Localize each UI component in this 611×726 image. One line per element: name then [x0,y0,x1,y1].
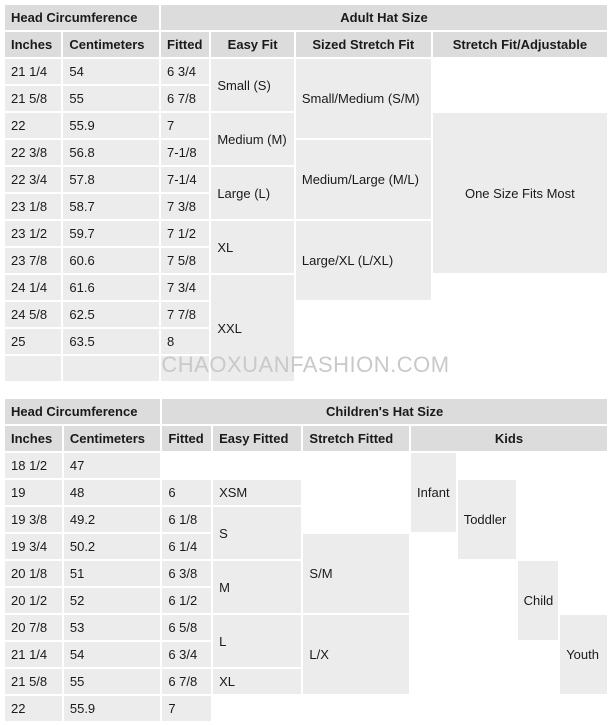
blank-cell [63,356,159,381]
fitted-cell: 6 3/4 [162,642,211,667]
easy-fit-cell: Medium (M) [211,113,294,165]
inches-cell: 23 7/8 [5,248,61,273]
empty-cell [213,696,516,721]
centimeters-cell: 54 [64,642,160,667]
centimeters-cell: 53 [64,615,160,640]
centimeters-cell: 57.8 [63,167,159,192]
sized-stretch-cell: Large/XL (L/XL) [296,221,431,300]
adult-col-stretch-fit-adjustable: Stretch Fit/Adjustable [433,32,607,57]
children-col-stretch-fitted: Stretch Fitted [303,426,409,451]
inches-cell: 22 [5,113,61,138]
childrens-hat-size-title: Children's Hat Size [162,399,607,424]
stretch-fitted-cell: L/X [303,615,409,694]
centimeters-cell: 50.2 [64,534,160,559]
inches-cell: 22 [5,696,62,721]
easy-fitted-cell: S [213,507,301,559]
children-col-fitted: Fitted [162,426,211,451]
table-row [5,59,607,84]
kids-youth-cell: Youth [560,615,607,694]
sized-stretch-cell: Medium/Large (M/L) [296,140,431,219]
centimeters-cell: 55.9 [64,696,160,721]
blank-cell [5,356,61,381]
fitted-cell: 6 7/8 [161,86,209,111]
centimeters-cell: 52 [64,588,160,613]
kids-toddler-cell: Toddler [458,480,516,559]
fitted-cell: 7 3/8 [161,194,209,219]
table-row [5,480,607,505]
empty-cell [518,642,559,694]
easy-fit-cell: XXL [211,275,294,381]
centimeters-cell: 60.6 [63,248,159,273]
easy-fitted-cell: XSM [213,480,301,505]
adult-col-centimeters: Centimeters [63,32,159,57]
centimeters-cell: 51 [64,561,160,586]
centimeters-cell: 56.8 [63,140,159,165]
fitted-cell: 7 3/4 [161,275,209,300]
inches-cell: 24 5/8 [5,302,61,327]
centimeters-cell: 55.9 [63,113,159,138]
inches-cell: 23 1/2 [5,221,61,246]
children-col-kids: Kids [411,426,607,451]
blank-cell [161,356,209,381]
adjustable-empty-cell [433,275,607,381]
empty-cell [458,453,607,478]
adjustable-cell: One Size Fits Most [433,113,607,273]
fitted-cell: 7-1/8 [161,140,209,165]
inches-cell: 25 [5,329,61,354]
fitted-cell: 8 [161,329,209,354]
fitted-cell: 7 [161,113,209,138]
centimeters-cell: 63.5 [63,329,159,354]
inches-cell: 20 7/8 [5,615,62,640]
fitted-cell: 6 [162,480,211,505]
adult-head-circumference-heading: Head Circumference [5,5,159,30]
adult-col-sized-stretch-fit: Sized Stretch Fit [296,32,431,57]
centimeters-cell: 61.6 [63,275,159,300]
fitted-cell: 6 1/2 [162,588,211,613]
adult-hat-size-table [3,3,609,383]
children-head-circumference-heading: Head Circumference [5,399,160,424]
kids-infant-cell: Infant [411,453,456,532]
centimeters-cell: 55 [64,669,160,694]
easy-fit-cell: XL [211,221,294,273]
inches-cell: 21 1/4 [5,642,62,667]
easy-fit-cell: Small (S) [211,59,294,111]
inches-cell: 24 1/4 [5,275,61,300]
centimeters-cell: 62.5 [63,302,159,327]
children-col-inches: Inches [5,426,62,451]
adjustable-empty-cell [433,59,607,111]
inches-cell: 23 1/8 [5,194,61,219]
fitted-cell: 6 3/8 [162,561,211,586]
adult-hat-size-title: Adult Hat Size [161,5,607,30]
sized-stretch-cell: Small/Medium (S/M) [296,59,431,138]
inches-cell: 19 3/4 [5,534,62,559]
empty-cell [162,453,409,478]
inches-cell: 20 1/8 [5,561,62,586]
children-col-easy-fitted: Easy Fitted [213,426,301,451]
centimeters-cell: 49.2 [64,507,160,532]
fitted-cell: 7 [162,696,211,721]
easy-fitted-cell: L [213,615,301,667]
inches-cell: 21 5/8 [5,86,61,111]
fitted-cell: 7 7/8 [161,302,209,327]
fitted-cell: 6 1/4 [162,534,211,559]
stretch-fitted-cell: S/M [303,534,409,613]
children-col-centimeters: Centimeters [64,426,160,451]
easy-fitted-cell: M [213,561,301,613]
kids-child-cell: Child [518,561,559,640]
easy-fitted-cell: XL [213,669,301,694]
empty-cell [518,480,607,559]
fitted-cell: 7 5/8 [161,248,209,273]
empty-cell [303,480,409,532]
empty-cell [560,561,607,613]
inches-cell: 22 3/4 [5,167,61,192]
table-row [5,696,607,721]
fitted-cell: 7-1/4 [161,167,209,192]
table-row [5,453,607,478]
inches-cell: 22 3/8 [5,140,61,165]
empty-cell [411,534,456,721]
adult-col-inches: Inches [5,32,61,57]
inches-cell: 19 [5,480,62,505]
childrens-hat-size-table [3,397,609,723]
watermark: CHAOXUANFASHION.COM [161,352,450,377]
fitted-cell: 6 3/4 [161,59,209,84]
fitted-cell: 6 5/8 [162,615,211,640]
inches-cell: 18 1/2 [5,453,62,478]
centimeters-cell: 47 [64,453,160,478]
adult-col-fitted: Fitted [161,32,209,57]
centimeters-cell: 58.7 [63,194,159,219]
inches-cell: 19 3/8 [5,507,62,532]
inches-cell: 21 1/4 [5,59,61,84]
easy-fit-cell: Large (L) [211,167,294,219]
sized-stretch-empty-cell [296,302,431,381]
fitted-cell: 6 1/8 [162,507,211,532]
centimeters-cell: 54 [63,59,159,84]
inches-cell: 21 5/8 [5,669,62,694]
inches-cell: 20 1/2 [5,588,62,613]
centimeters-cell: 48 [64,480,160,505]
centimeters-cell: 59.7 [63,221,159,246]
fitted-cell: 7 1/2 [161,221,209,246]
adult-col-easy-fit: Easy Fit [211,32,294,57]
centimeters-cell: 55 [63,86,159,111]
fitted-cell: 6 7/8 [162,669,211,694]
